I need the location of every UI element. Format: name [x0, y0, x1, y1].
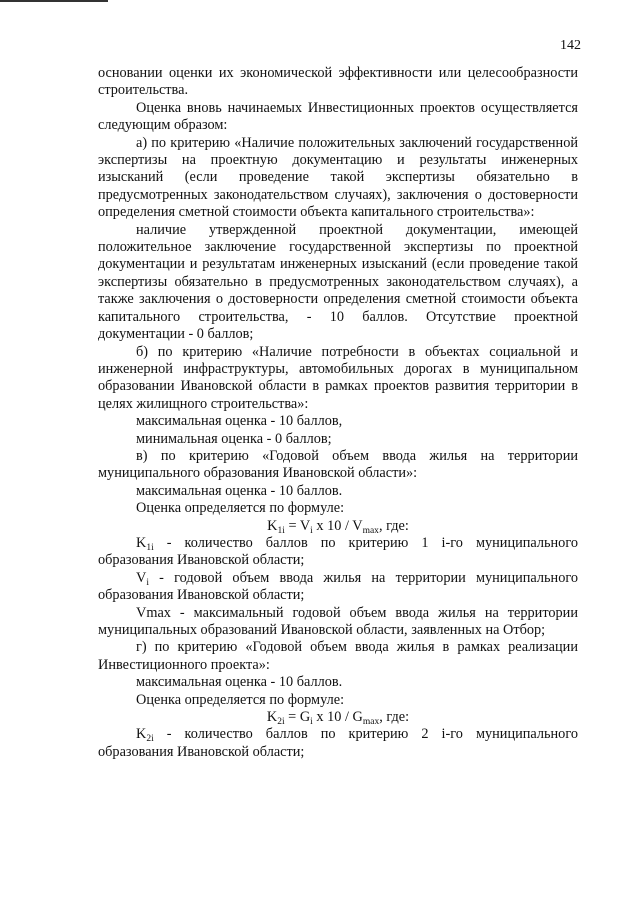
paragraph-criterion-b: б) по критерию «Наличие потребности в объектах социальной и инженерной инфраструктуры, автомобильных дорогах в муниципальном образовании Ивановской области в рамках проектов развития территории в целях жилищного строительства»:	[98, 343, 578, 412]
paragraph-min-score-b: минимальная оценка - 0 баллов;	[136, 430, 332, 447]
paragraph-criterion-g: г) по критерию «Годовой объем ввода жилья в рамках реализации Инвестиционного проекта»:	[98, 639, 578, 673]
definition-vmax: Vmax - максимальный годовой объем ввода жилья на территории муниципальных образований Ивановской области, заявленных на Отбор;	[98, 604, 578, 638]
page-number: 142	[560, 38, 581, 53]
paragraph-formula-intro-1: Оценка определяется по формуле:	[136, 500, 345, 517]
definition-k1i: $K_{1i}$ - количество баллов по критерию 1 i-го муниципального образования Ивановской области;	[98, 534, 578, 569]
paragraph-max-score-g: максимальная оценка - 10 баллов.	[136, 674, 343, 691]
top-rule	[0, 0, 108, 2]
definition-vi: $V_i$ - годовой объем ввода жилья на территории муниципального образования Ивановской области;	[98, 569, 578, 604]
paragraph-max-score-b: максимальная оценка - 10 баллов,	[136, 413, 343, 430]
paragraph-criterion-v: в) по критерию «Годовой объем ввода жилья на территории муниципального образования Ивановской области»:	[98, 447, 578, 482]
paragraph-assessment-intro: Оценка вновь начинаемых Инвестиционных проектов осуществляется следующим образом:	[98, 99, 578, 134]
paragraph-max-score-v: максимальная оценка - 10 баллов.	[136, 482, 343, 499]
formula-k1i: $K_{1i} = V_i$ x $10 / V_{max}$, где:	[267, 517, 409, 536]
paragraph-continuation: основании оценки их экономической эффективности или целесообразности строительства.	[98, 65, 578, 99]
paragraph-criterion-a-score: наличие утвержденной проектной документации, имеющей положительное заключение государственной экспертизы по проектной документации и результатам инженерных изысканий (если проведение такой экспертизы обязательно в предусмотренных законодательством случаях), а также заключения о достоверности определения сметной стоимости объекта капитального строительства, - 10 баллов. Отсутствие проектной документации - 0 баллов;	[98, 221, 578, 343]
formula-k2i: $K_{2i} = G_i$ x $10 / G_{max}$, где:	[266, 709, 410, 728]
paragraph-criterion-a: а) по критерию «Наличие положительных заключений государственной экспертизы на проектную документацию и результаты инженерных изысканий (если проведение такой экспертизы обязательно в предусмотренных законодательством случаях), заключения о достоверности определения сметной стоимости объекта капитального строительства»:	[98, 134, 578, 221]
paragraph-formula-intro-2: Оценка определяется по формуле:	[136, 691, 345, 708]
document-body	[98, 65, 578, 761]
definition-k2i: $K_{2i}$ - количество баллов по критерию 2 i-го муниципального образования Ивановской области;	[98, 726, 578, 760]
